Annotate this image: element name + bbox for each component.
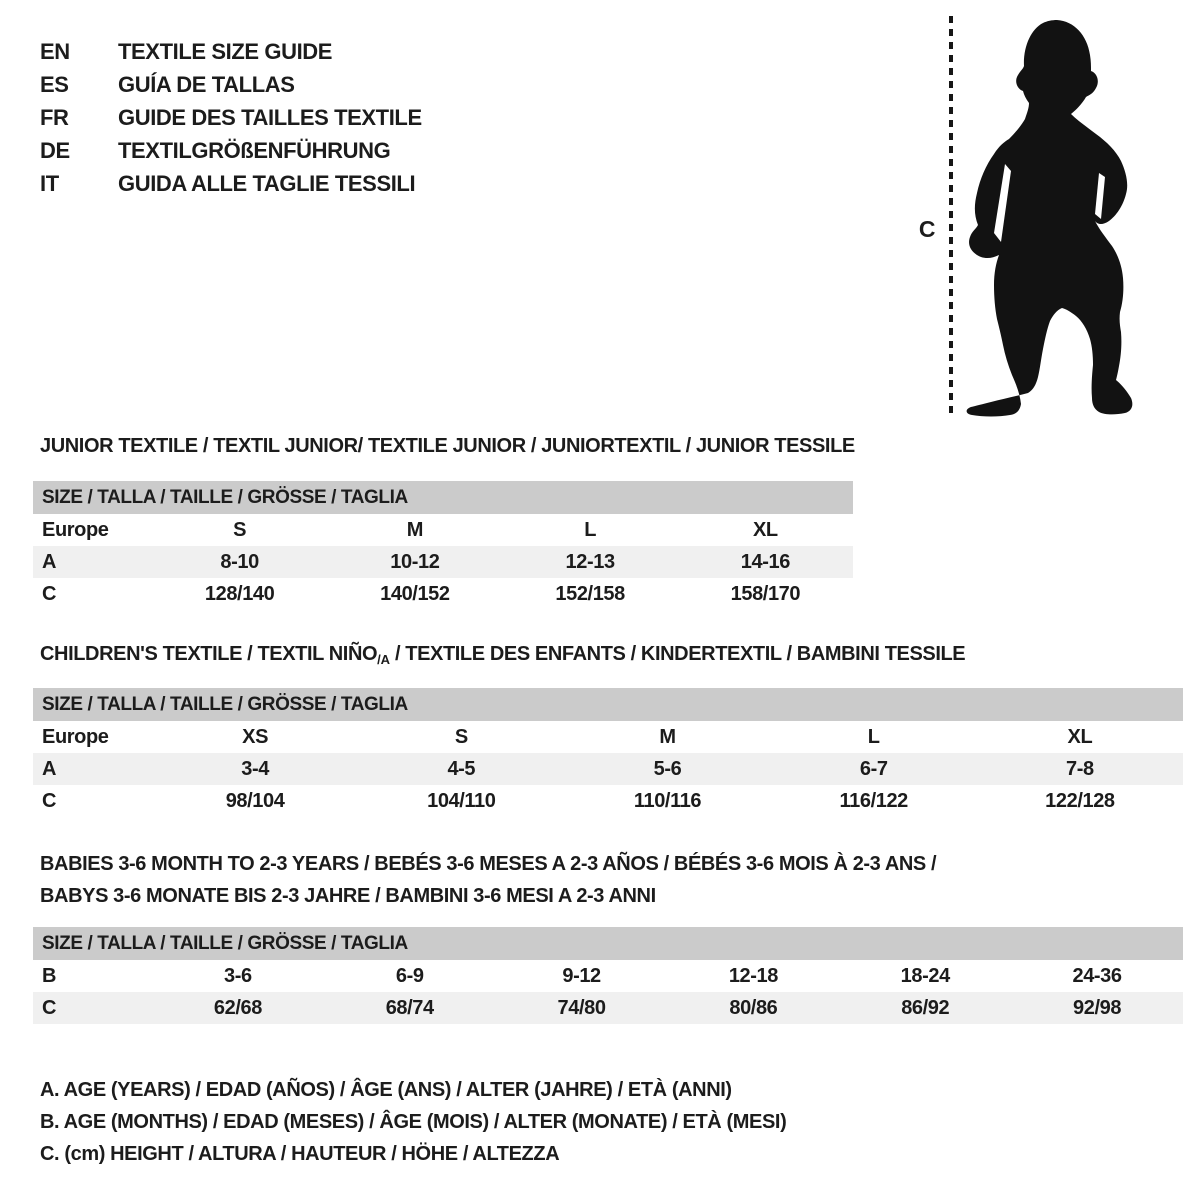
table-cell: 7-8 [1066, 757, 1094, 780]
table-cell: 18-24 [900, 964, 950, 987]
table-row-height [33, 785, 1183, 817]
junior-section-title: JUNIOR TEXTILE / TEXTIL JUNIOR/ TEXTILE JUNIOR / JUNIORTEXTIL / JUNIOR TESSILE [40, 435, 855, 457]
table-cell: 9-12 [562, 964, 601, 987]
table-row-age [33, 546, 853, 578]
lang-code: DE [40, 138, 70, 163]
table-row-age [33, 753, 1183, 785]
guide-title-es: GUÍA DE TALLAS [118, 72, 295, 97]
babies-size-table [33, 927, 1183, 1024]
language-title-list [40, 35, 422, 200]
babies-title-line1: BABIES 3-6 MONTH TO 2-3 YEARS / BEBÉS 3-6 MESES A 2-3 AÑOS / BÉBÉS 3-6 MOIS À 2-3 ANS / [40, 853, 937, 875]
table-cell: 8-10 [220, 550, 259, 573]
table-cell: 6-9 [395, 964, 424, 987]
table-cell: XL [1067, 725, 1093, 748]
table-row-europe [33, 721, 1183, 753]
children-title-text: / TEXTILE DES ENFANTS / KINDERTEXTIL / BAMBINI TESSILE [389, 643, 966, 665]
lang-code: ES [40, 72, 69, 97]
legend-line-c: C. (cm) HEIGHT / ALTURA / HAUTEUR / HÖHE / ALTEZZA [40, 1143, 560, 1165]
height-measure-label: C [918, 216, 936, 242]
table-row-age-months [33, 960, 1183, 992]
guide-title-en: TEXTILE SIZE GUIDE [118, 39, 333, 64]
table-cell: 158/170 [730, 582, 801, 605]
row-label: C [42, 996, 57, 1019]
measurement-legend [40, 1074, 786, 1170]
children-title-text: CHILDREN'S TEXTILE / TEXTIL NIÑO [40, 643, 378, 665]
table-cell: 80/86 [729, 996, 778, 1019]
row-label: B [42, 964, 57, 987]
table-cell: 10-12 [390, 550, 440, 573]
table-cell: 98/104 [225, 789, 285, 812]
legend-line-b: B. AGE (MONTHS) / EDAD (MESES) / ÂGE (MOIS) / ALTER (MONATE) / ETÀ (MESI) [40, 1111, 787, 1133]
row-label: C [42, 789, 57, 812]
guide-title-fr: GUIDE DES TAILLES TEXTILE [118, 105, 422, 130]
table-cell: 3-6 [224, 964, 252, 987]
row-label: Europe [42, 725, 109, 748]
row-label: A [42, 550, 57, 573]
size-header-bar: SIZE / TALLA / TAILLE / GRÖSSE / TAGLIA [33, 927, 1183, 960]
table-cell: 12-13 [565, 550, 615, 573]
table-cell: 86/92 [901, 996, 950, 1019]
table-cell: 12-18 [728, 964, 778, 987]
lang-code: IT [40, 171, 59, 196]
junior-size-table [33, 481, 853, 610]
table-cell: 116/122 [839, 789, 908, 812]
table-cell: 68/74 [385, 996, 434, 1019]
table-row-height [33, 578, 853, 610]
table-cell: XS [242, 725, 269, 748]
table-cell: L [584, 518, 597, 541]
children-size-table [33, 688, 1183, 817]
table-cell: XL [752, 518, 778, 541]
table-cell: M [659, 725, 676, 748]
table-cell: 14-16 [740, 550, 790, 573]
table-cell: 4-5 [447, 757, 476, 780]
table-cell: 5-6 [653, 757, 682, 780]
table-cell: S [454, 725, 468, 748]
babies-section-title [40, 848, 936, 912]
lang-code: EN [40, 39, 70, 64]
size-header-bar: SIZE / TALLA / TAILLE / GRÖSSE / TAGLIA [33, 481, 853, 514]
babies-title-line2: BABYS 3-6 MONATE BIS 2-3 JAHRE / BAMBINI 3-6 MESI A 2-3 ANNI [40, 885, 656, 907]
lang-row-it [40, 167, 422, 200]
guide-title-de: TEXTILGRÖßENFÜHRUNG [118, 138, 391, 163]
table-cell: 6-7 [859, 757, 888, 780]
table-cell: 3-4 [241, 757, 269, 780]
size-header-bar: SIZE / TALLA / TAILLE / GRÖSSE / TAGLIA [33, 688, 1183, 721]
lang-row-fr [40, 101, 422, 134]
lang-row-en [40, 35, 422, 68]
legend-line-a: A. AGE (YEARS) / EDAD (AÑOS) / ÂGE (ANS) / ALTER (JAHRE) / ETÀ (ANNI) [40, 1079, 732, 1101]
guide-title-it: GUIDA ALLE TAGLIE TESSILI [118, 171, 416, 196]
table-row-height [33, 992, 1183, 1024]
table-row-europe [33, 514, 853, 546]
table-cell: 62/68 [213, 996, 262, 1019]
lang-code: FR [40, 105, 69, 130]
table-cell: M [406, 518, 423, 541]
row-label: C [42, 582, 57, 605]
row-label: Europe [42, 518, 109, 541]
row-label: A [42, 757, 57, 780]
children-section-title [40, 642, 965, 672]
table-cell: 104/110 [427, 789, 496, 812]
table-cell: 92/98 [1073, 996, 1122, 1019]
height-measure-dashed-line [949, 16, 953, 416]
table-cell: 128/140 [204, 582, 275, 605]
lang-row-de [40, 134, 422, 167]
table-cell: 140/152 [380, 582, 450, 605]
table-cell: 110/116 [633, 789, 702, 812]
table-cell: 24-36 [1072, 964, 1122, 987]
lang-row-es [40, 68, 422, 101]
table-cell: 152/158 [555, 582, 625, 605]
toddler-silhouette-image [963, 14, 1135, 418]
table-cell: S [233, 518, 247, 541]
table-cell: L [867, 725, 880, 748]
table-cell: 122/128 [1045, 789, 1115, 812]
table-cell: 74/80 [557, 996, 606, 1019]
children-title-subscript: /A [377, 652, 390, 667]
